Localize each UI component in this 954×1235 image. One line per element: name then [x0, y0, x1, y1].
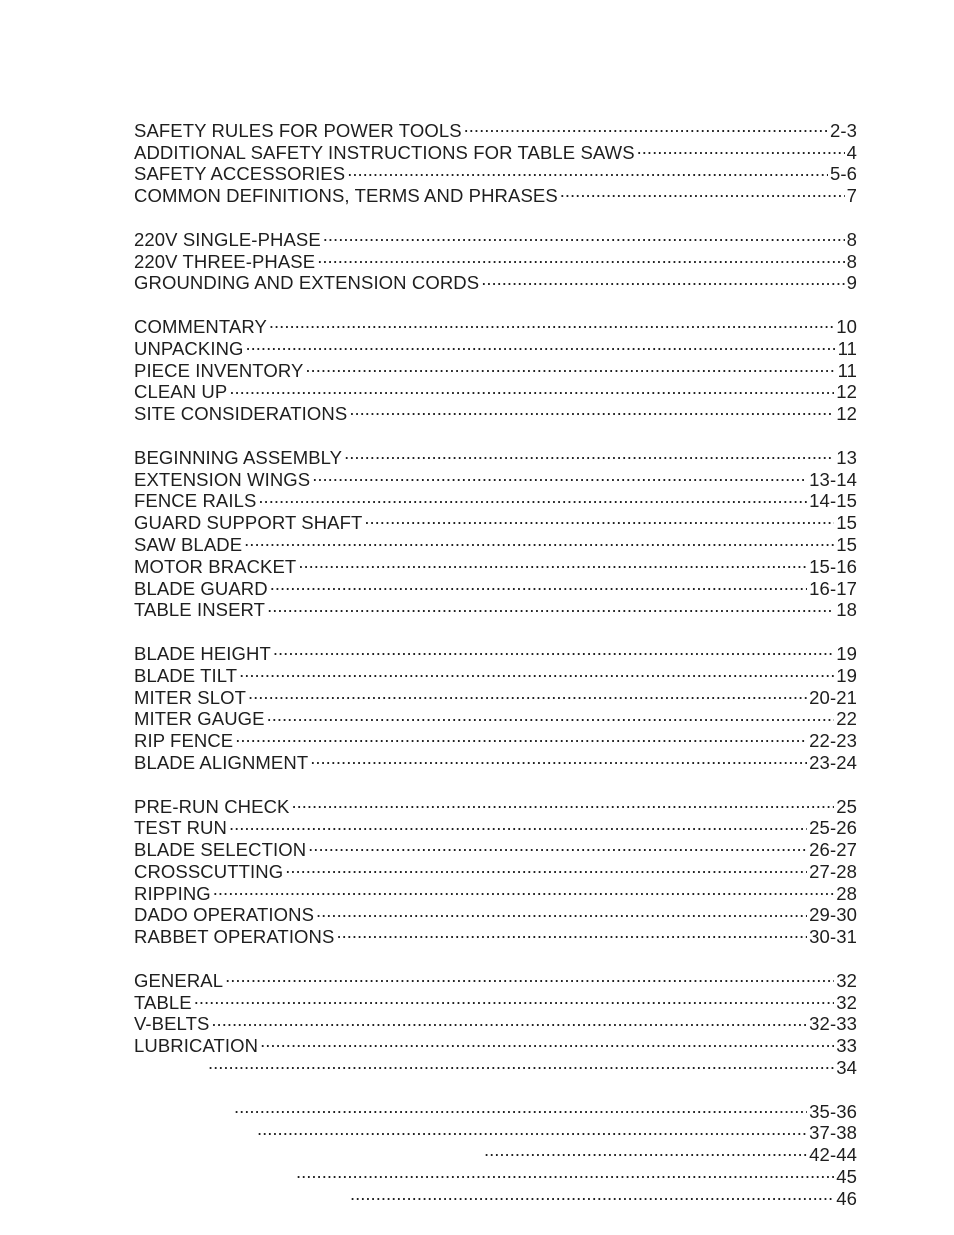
dot-leader — [225, 965, 834, 987]
toc-entry-title: UNPACKING — [134, 337, 244, 359]
toc-entry-title: V-BELTS — [134, 1013, 210, 1035]
dot-leader — [344, 442, 834, 464]
dot-leader — [305, 355, 835, 377]
toc-entry-title: SAFETY RULES FOR POWER TOOLS — [134, 119, 462, 141]
toc-entry-page: 18 — [836, 599, 857, 621]
toc-entry-page: 12 — [836, 381, 857, 403]
dot-leader — [316, 900, 807, 922]
toc-entry — [134, 377, 857, 403]
toc-entry-title: RIPPING — [134, 882, 211, 904]
toc-entry-page: 15 — [836, 533, 857, 555]
toc-group-maintenance — [134, 965, 857, 1079]
dot-leader — [481, 268, 844, 290]
dot-leader — [267, 704, 835, 726]
dot-leader — [258, 486, 807, 508]
toc-entry-page: 8 — [846, 250, 857, 272]
dot-leader — [317, 246, 844, 268]
dot-leader — [229, 377, 834, 399]
toc-entry-title: COMMENTARY — [134, 315, 267, 337]
toc-entry-page: 22 — [836, 708, 857, 730]
dot-leader — [298, 551, 807, 573]
toc-entry-page: 9 — [846, 272, 857, 294]
toc-entry — [134, 1030, 857, 1057]
toc-entry — [134, 398, 857, 425]
toc-entry-page: 19 — [836, 642, 857, 664]
dot-leader — [296, 1161, 834, 1183]
toc-entry-title: MOTOR BRACKET — [134, 555, 297, 577]
toc-entry-page: 16-17 — [809, 577, 857, 599]
toc-entry-title: MITER GAUGE — [134, 708, 265, 730]
toc-entry — [134, 660, 857, 686]
toc-entry — [134, 900, 857, 926]
dot-leader — [273, 638, 834, 660]
dot-leader — [267, 595, 834, 617]
toc-entry — [134, 1009, 857, 1035]
dot-leader — [257, 1118, 807, 1140]
toc-entry-page: 32-33 — [809, 1013, 857, 1035]
dot-leader — [260, 1030, 834, 1052]
toc-entry-title: RABBET OPERATIONS — [134, 926, 335, 948]
toc-entry — [134, 1183, 857, 1209]
toc-entry-page: 11 — [837, 359, 857, 381]
toc-entry-page: 25-26 — [809, 817, 857, 839]
dot-leader — [239, 660, 834, 682]
toc-entry-title: BLADE SELECTION — [134, 839, 307, 861]
toc-entry-title: ADDITIONAL SAFETY INSTRUCTIONS FOR TABLE SAWS — [134, 141, 635, 163]
toc-entry-page: 7 — [846, 185, 857, 207]
toc-entry-page: 26-27 — [809, 839, 857, 861]
toc-entry-page: 27-28 — [809, 860, 857, 882]
toc-entry — [134, 638, 857, 664]
toc-entry — [134, 682, 857, 708]
toc-entry-title: LUBRICATION — [134, 1035, 259, 1057]
dot-leader — [269, 311, 834, 333]
toc-group-safety — [134, 115, 857, 207]
dot-leader — [364, 507, 834, 529]
toc-entry-page: 11 — [837, 337, 857, 359]
toc-entry-title: GROUNDING AND EXTENSION CORDS — [134, 272, 480, 294]
toc-entry — [134, 878, 857, 904]
toc-entry-title: BLADE TILT — [134, 664, 238, 686]
toc-entry-page: 13 — [836, 446, 857, 468]
toc-entry-title: EXTENSION WINGS — [134, 468, 311, 490]
dot-leader — [235, 725, 807, 747]
toc-entry-title: CROSSCUTTING — [134, 860, 284, 882]
toc-entry-page: 28 — [836, 882, 857, 904]
toc-entry-title: 220V THREE-PHASE — [134, 250, 316, 272]
toc-entry-title: CLEAN UP — [134, 381, 228, 403]
dot-leader — [291, 791, 834, 813]
toc-entry-page: 37-38 — [809, 1122, 857, 1144]
toc-entry-page: 23-24 — [809, 751, 857, 773]
toc-entry-title: PIECE INVENTORY — [134, 359, 304, 381]
toc-entry-page: 4 — [846, 141, 857, 163]
toc-entry — [134, 834, 857, 861]
dot-leader — [246, 333, 836, 355]
toc-entry-title: PRE-RUN CHECK — [134, 795, 290, 817]
toc-group-setup — [134, 311, 857, 425]
toc-group-appendix — [134, 1096, 857, 1209]
toc-entry — [134, 115, 857, 141]
toc-entry-page: 46 — [836, 1187, 857, 1209]
toc-entry-title: BLADE ALIGNMENT — [134, 751, 309, 773]
toc-entry — [134, 1139, 857, 1166]
dot-leader — [560, 180, 845, 202]
dot-leader — [248, 682, 807, 704]
toc-entry-title: TABLE — [134, 991, 192, 1013]
toc-group-operations — [134, 791, 857, 948]
toc-entry-title: TEST RUN — [134, 817, 227, 839]
toc-entry — [134, 813, 857, 839]
toc-entry-page: 13-14 — [809, 468, 857, 490]
toc-entry-title: BEGINNING ASSEMBLY — [134, 446, 343, 468]
toc-entry-page: 12 — [836, 403, 857, 425]
dot-leader — [285, 856, 807, 878]
toc-entry-page: 42-44 — [809, 1144, 857, 1166]
toc-entry — [134, 747, 857, 773]
toc-entry-page: 45 — [836, 1166, 857, 1188]
toc-group-electrical — [134, 224, 857, 294]
toc-entry — [134, 1096, 857, 1122]
dot-leader — [208, 1052, 834, 1074]
toc-entry-title: FENCE RAILS — [134, 490, 257, 512]
toc-entry-page: 30-31 — [809, 926, 857, 948]
toc-group-adjustments — [134, 638, 857, 773]
toc-entry-page: 32 — [836, 991, 857, 1013]
dot-leader — [211, 1009, 807, 1031]
toc-entry-page: 34 — [836, 1057, 857, 1079]
dot-leader — [213, 878, 834, 900]
toc-entry-page: 35-36 — [809, 1100, 857, 1122]
dot-leader — [637, 137, 845, 159]
toc-entry — [134, 725, 857, 752]
toc-entry-title: 220V SINGLE-PHASE — [134, 228, 321, 250]
toc-entry — [134, 791, 857, 817]
toc-entry-page: 25 — [836, 795, 857, 817]
toc-group-assembly — [134, 442, 857, 621]
toc-entry-title: SITE CONSIDERATIONS — [134, 403, 348, 425]
dot-leader — [308, 834, 807, 856]
toc-entry-page: 15-16 — [809, 555, 857, 577]
toc-entry — [134, 965, 857, 991]
toc-entry-page: 29-30 — [809, 904, 857, 926]
toc-entry-page: 15 — [836, 512, 857, 534]
toc-entry-title: GUARD SUPPORT SHAFT — [134, 512, 363, 534]
toc-entry-page: 32 — [836, 969, 857, 991]
toc-entry-page: 19 — [836, 664, 857, 686]
toc-entry-title: DADO OPERATIONS — [134, 904, 315, 926]
toc-entry — [134, 1118, 857, 1144]
toc-entry — [134, 311, 857, 337]
toc-entry-title: BLADE GUARD — [134, 577, 268, 599]
dot-leader — [229, 813, 807, 835]
dot-leader — [312, 464, 807, 486]
toc-entry-title: COMMON DEFINITIONS, TERMS AND PHRASES — [134, 185, 558, 207]
toc-entry — [134, 551, 857, 577]
toc-entry — [134, 224, 857, 250]
toc-entry-page: 22-23 — [809, 730, 857, 752]
toc-entry-page: 14-15 — [809, 490, 857, 512]
dot-leader — [349, 398, 834, 420]
toc-entry-title: RIP FENCE — [134, 730, 234, 752]
dot-leader — [234, 1096, 807, 1118]
dot-leader — [350, 1183, 834, 1205]
toc-entry-title: TABLE INSERT — [134, 599, 266, 621]
dot-leader — [310, 747, 807, 769]
toc-entry — [134, 442, 857, 468]
dot-leader — [464, 115, 828, 137]
dot-leader — [244, 529, 834, 551]
toc-entry-page: 5-6 — [829, 163, 857, 185]
dot-leader — [270, 573, 807, 595]
toc-entry-page: 20-21 — [809, 686, 857, 708]
toc-entry-page: 8 — [846, 228, 857, 250]
toc-entry-title: SAW BLADE — [134, 533, 243, 555]
dot-leader — [484, 1139, 807, 1161]
dot-leader — [336, 921, 807, 943]
toc-entry-page: 33 — [836, 1035, 857, 1057]
toc-entry-title: BLADE HEIGHT — [134, 642, 271, 664]
toc-entry — [134, 1161, 857, 1188]
toc-entry-title: MITER SLOT — [134, 686, 247, 708]
toc-entry — [134, 987, 857, 1013]
toc-entry — [134, 1052, 857, 1079]
toc-entry-page: 2-3 — [829, 119, 857, 141]
dot-leader — [347, 159, 828, 181]
dot-leader — [194, 987, 834, 1009]
toc-entry-title: SAFETY ACCESSORIES — [134, 163, 346, 185]
toc-entry-page: 10 — [836, 315, 857, 337]
dot-leader — [323, 224, 845, 246]
toc-entry-title: GENERAL — [134, 969, 224, 991]
table-of-contents — [134, 115, 857, 1227]
